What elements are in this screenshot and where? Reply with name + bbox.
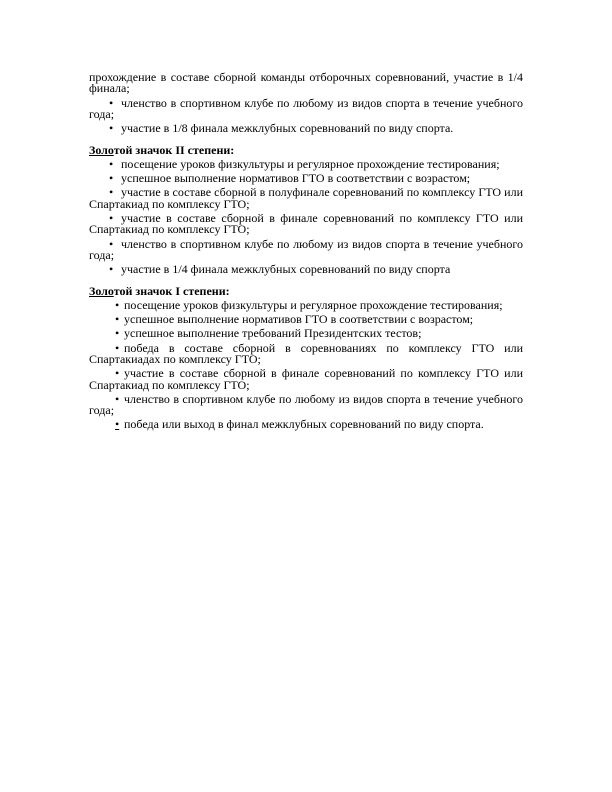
list-item: • членство в спортивном клубе по любому из видов спорта в течение учебного года; bbox=[89, 391, 523, 418]
list-item: • посещение уроков физкультуры и регулярное прохождение тестирования; bbox=[89, 159, 523, 170]
list-item: • посещение уроков физкультуры и регулярное прохождение тестирования; bbox=[115, 297, 503, 312]
bullet-icon: • bbox=[115, 312, 120, 327]
bullet-icon: • bbox=[109, 95, 114, 110]
bullet-icon: • bbox=[115, 340, 120, 355]
list-item: • участие в 1/4 финала межклубных соревнований по виду спорта bbox=[89, 264, 523, 275]
list-section3 bbox=[89, 297, 523, 432]
bullet-icon: • bbox=[115, 297, 120, 312]
bullet-icon: • bbox=[109, 236, 114, 251]
list-item: • участие в составе сборной в полуфинале соревнований по комплексу ГТО или Спартакиад по комплексу ГТО; bbox=[89, 185, 523, 211]
bullet-icon: • bbox=[115, 326, 120, 341]
bullet-icon: • bbox=[115, 391, 120, 406]
section-heading-ii: Золотой значок II степени: bbox=[89, 143, 235, 158]
bullet-icon: • bbox=[109, 262, 114, 277]
list-level1 bbox=[89, 95, 523, 136]
list-item: • участие в 1/8 финала межклубных соревнований по виду спорта. bbox=[89, 123, 523, 134]
list-item: • успешное выполнение нормативов ГТО в соответствии с возрастом; bbox=[89, 173, 523, 184]
bullet-icon: • bbox=[109, 121, 114, 136]
list-item: • участие в составе сборной в финале соревнований по комплексу ГТО или Спартакиад по комплексу ГТО; bbox=[89, 366, 523, 392]
bullet-icon: • bbox=[109, 171, 114, 186]
bullet-icon: • bbox=[109, 156, 114, 171]
list-item: • победа в составе сборной в соревнованиях по комплексу ГТО или Спартакиадах по комплексу ГТО; bbox=[89, 340, 523, 366]
bullet-icon: • bbox=[115, 417, 120, 432]
list-item: • членство в спортивном клубе по любому из видов спорта в течение учебного года; bbox=[89, 95, 523, 121]
bullet-icon: • bbox=[115, 366, 120, 381]
bullet-icon: • bbox=[109, 210, 114, 225]
list-item: • победа или выход в финал межклубных соревнований по виду спорта. bbox=[115, 417, 484, 432]
list-item: • членство в спортивном клубе по любому из видов спорта в течение учебного года; bbox=[89, 236, 523, 262]
list-item: • успешное выполнение нормативов ГТО в соответствии с возрастом; bbox=[115, 312, 474, 327]
section-heading-i: Золотой значок I степени: bbox=[89, 284, 230, 299]
list-item: • успешное выполнение требований Президентских тестов; bbox=[115, 326, 422, 341]
list-section2 bbox=[89, 156, 523, 277]
bullet-icon: • bbox=[109, 185, 114, 200]
document-body bbox=[89, 72, 523, 431]
intro-paragraph: прохождение в составе сборной команды отборочных соревнований, участие в 1/4 финала; bbox=[89, 70, 523, 96]
list-item: • участие в составе сборной в финале соревнований по комплексу ГТО или Спартакиад по комплексу ГТО; bbox=[89, 210, 523, 237]
